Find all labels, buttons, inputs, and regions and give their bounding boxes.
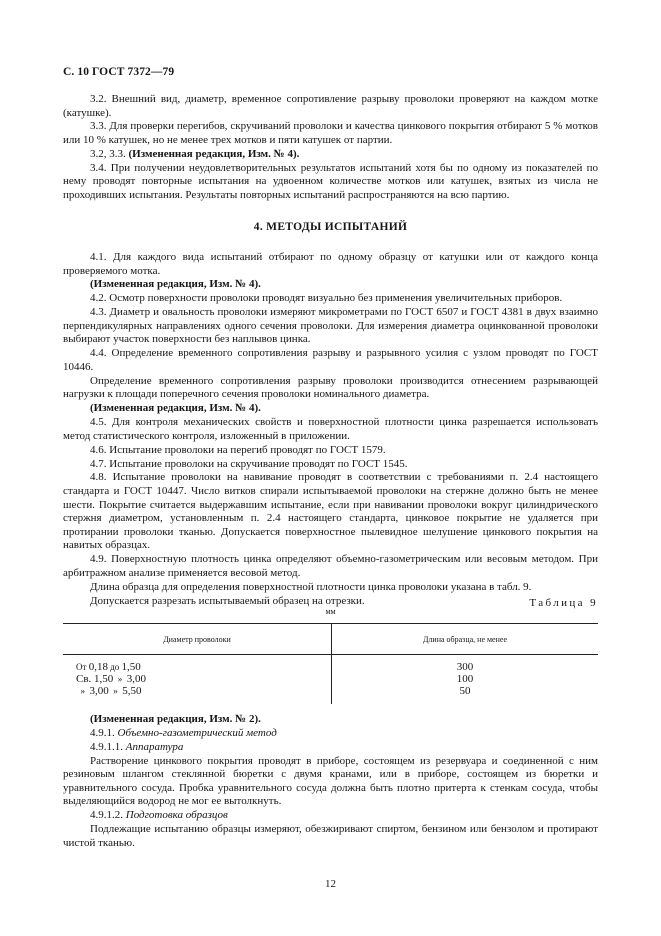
paragraph-4-8: 4.8. Испытание проволоки на навивание проводят в соответствии с требованиями п. 2.4 настоящего стандарта и ГОСТ 10447. Число витков спирали испытываемой проволоки на стержне должно быть не менее шести. Покрытие считается выдержавшим испытание, если при навивании проволоки вокруг цилиндрического стержня диаметром, установленным п. 2.4 настоящего стандарта, цинковое покрытие не удаляется при протирании проволоки тканью. Допускается поверхностное пылевидное шелушение цинкового покрытия на навитых образцах. bbox=[63, 471, 598, 552]
paragraph-4-5: 4.5. Для контроля механических свойств и поверхностной плотности цинка разрешается использовать метод статистического контроля, изложенный в приложении. bbox=[63, 416, 598, 442]
paragraph-4-9-table-ref: Длина образца для определения поверхностной плотности цинка проволоки указана в табл. 9. bbox=[90, 580, 532, 593]
length-value: 300 bbox=[456, 661, 474, 673]
table-9 bbox=[63, 623, 598, 704]
clause-title: Объемно-газометрический метод bbox=[117, 726, 277, 739]
paragraph-4-9: 4.9. Поверхностную плотность цинка определяют объемно-газометрическим или весовым методом. При арбитражном анализе применяется весовой метод. bbox=[63, 553, 598, 579]
range-from: 3,00 bbox=[89, 684, 109, 697]
length-value: 50 bbox=[459, 684, 471, 697]
section-title: 4. МЕТОДЫ ИСПЫТАНИЙ bbox=[253, 221, 408, 233]
section-3-text bbox=[63, 93, 598, 203]
paragraph-4-4-cont: Определение временного сопротивления разрыву проволоки производится отнесением разрывающей нагрузки к площади поперечного сечения проволоки номинального диаметра. bbox=[63, 374, 598, 401]
page-header: С. 10 ГОСТ 7372—79 bbox=[63, 66, 175, 78]
clause-number: 4.9.1. bbox=[90, 726, 115, 739]
table-unit: мм bbox=[325, 607, 336, 616]
length-values-cell bbox=[332, 655, 599, 705]
column-header-length: Длина образца, не менее bbox=[332, 624, 599, 655]
paragraph-3-2: 3.2. Внешний вид, диаметр, временное сопротивление разрыву проволоки проверяют на каждом мотке (катушке). bbox=[63, 93, 598, 119]
clause-number: 4.9.1.1. bbox=[90, 740, 123, 753]
paragraph-4-7: 4.7. Испытание проволоки на скручивание проводят по ГОСТ 1545. bbox=[90, 457, 408, 470]
range-separator: до bbox=[107, 662, 122, 672]
range-to: 1,50 bbox=[121, 661, 141, 673]
section-4-9-text bbox=[63, 713, 598, 851]
paragraph-apparatus: Растворение цинкового покрытия проводят в приборе, состоящем из резервуара и соединенной с ним резиновым шлангом стеклянной бюретки с двумя кранами, или в приборе, состоящем из бюретки и уравнительного сосуда. Пробка уравнительного сосуда должна быть плотно притерта к стенкам сосуда, чтобы выделяющийся водород не мог ее вытолкнуть. bbox=[63, 754, 598, 808]
clause-number: 3.2, 3.3. bbox=[90, 147, 126, 160]
page-number: 12 bbox=[325, 878, 336, 890]
amendment-note bbox=[63, 148, 598, 162]
diameter-range bbox=[76, 686, 331, 698]
paragraph-4-6: 4.6. Испытание проволоки на перегиб проводят по ГОСТ 1579. bbox=[90, 443, 386, 456]
paragraph-4-4: 4.4. Определение временного сопротивления разрыву и разрывного усилия с узлом проводят по ГОСТ 10446. bbox=[63, 347, 598, 373]
paragraph-4-3: 4.3. Диаметр и овальность проволоки измеряют микрометрами по ГОСТ 6507 и ГОСТ 4381 в двух взаимно перпендикулярных направлениях одного сечения проволоки. Для измерения диаметра оцинкованной проволоки выбирают участок поверхности без наплывов цинка. bbox=[63, 306, 598, 346]
amendment-note: (Измененная редакция, Изм. № 2). bbox=[90, 713, 261, 725]
table-header-row bbox=[63, 624, 598, 655]
range-prefix: Св. bbox=[76, 672, 95, 685]
clause-4-9-1-2 bbox=[63, 809, 598, 823]
section-4-text bbox=[63, 251, 598, 609]
table-caption: Таблица 9 bbox=[529, 597, 598, 609]
amendment-note: (Измененная редакция, Изм. № 4). bbox=[90, 402, 261, 415]
range-separator: » bbox=[113, 673, 127, 684]
paragraph-4-9-cut: Допускается разрезать испытываемый образец на отрезки. bbox=[90, 594, 365, 607]
clause-title: Аппаратура bbox=[125, 740, 184, 753]
range-prefix: » bbox=[76, 685, 90, 696]
range-from: 0,18 bbox=[88, 661, 108, 673]
clause-4-9-1 bbox=[63, 727, 598, 741]
amendment-label: (Измененная редакция, Изм. № 4). bbox=[128, 147, 300, 160]
range-prefix: От bbox=[76, 662, 89, 672]
diameter-ranges-cell bbox=[63, 655, 332, 705]
clause-number: 4.9.1.2. bbox=[90, 809, 123, 822]
column-header-diameter: Диаметр проволоки bbox=[63, 624, 332, 655]
diameter-range bbox=[76, 662, 331, 674]
length-value: 100 bbox=[456, 672, 474, 685]
paragraph-3-3: 3.3. Для проверки перегибов, скручиваний проволоки и качества цинкового покрытия отбирают 5 % мотков или 10 % катушек, но не менее трех мотков и пяти катушек от партии. bbox=[63, 120, 598, 147]
table-data-row bbox=[63, 655, 598, 705]
range-to: 3,00 bbox=[126, 672, 147, 685]
range-separator: » bbox=[108, 685, 123, 696]
clause-title: Подготовка образцов bbox=[125, 809, 228, 822]
paragraph-4-1: 4.1. Для каждого вида испытаний отбирают по одному образцу от катушки или от каждого конца проверяемого мотка. bbox=[63, 251, 598, 277]
amendment-note: (Измененная редакция, Изм. № 4). bbox=[90, 278, 261, 291]
paragraph-3-4: 3.4. При получении неудовлетворительных результатов испытаний хотя бы по одному из показателей по нему проводят повторные испытания на удвоенном количестве мотков или катушек, взятых из числа не проходивших испытания. Результаты повторных испытаний распространяются на всю партию. bbox=[63, 161, 598, 202]
clause-4-9-1-1 bbox=[63, 741, 598, 755]
paragraph-4-2: 4.2. Осмотр поверхности проволоки проводят визуально без применения увеличительных приборов. bbox=[90, 292, 563, 305]
range-from: 1,50 bbox=[94, 672, 114, 685]
diameter-range bbox=[76, 674, 331, 686]
paragraph-sample-prep: Подлежащие испытанию образцы измеряют, обезжиривают спиртом, бензином или бензолом и протирают чистой тканью. bbox=[63, 823, 598, 849]
range-to: 5,50 bbox=[122, 684, 142, 697]
